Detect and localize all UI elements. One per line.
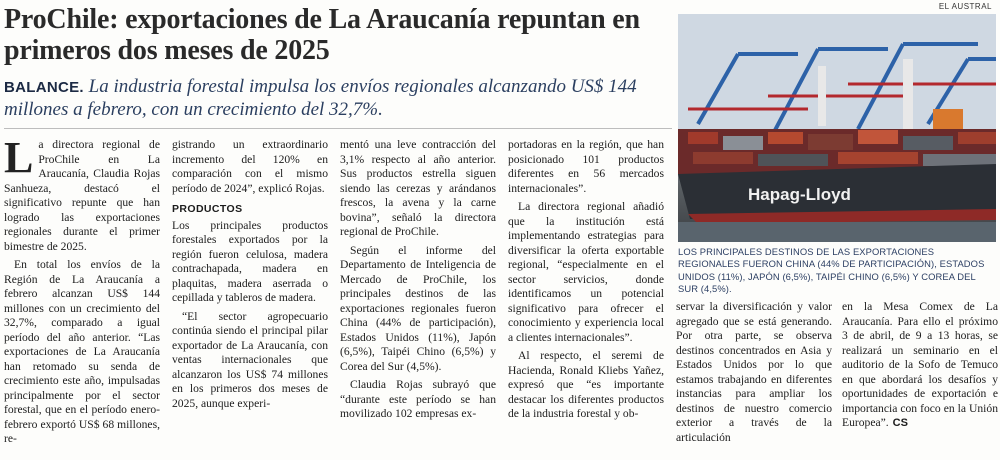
deck	[4, 76, 672, 121]
article-column-1	[4, 138, 160, 456]
port-photo	[678, 14, 996, 242]
article-column-6	[842, 300, 998, 456]
subhead-productos: PRODUCTOS	[172, 203, 243, 215]
photo-caption: LOS PRINCIPALES DESTINOS DE LAS EXPORTACIONES REGIONALES FUERON CHINA (44% DE PARTICIPACIÓN), ESTADOS UNIDOS (11%), JAPÓN (6,5%), TAIPÉI CHINO (6,5%) Y COREA DEL SUR (4,5%).	[678, 246, 985, 295]
lead-text: a directora regional de ProChile en La Araucanía, Claudia Rojas Sanhueza, destacó el significativo repunte que han logrado las exportaciones regionales durante el primer bimestre de 2025.	[4, 138, 160, 253]
dropcap: L	[4, 138, 34, 182]
article-paragraph	[842, 300, 998, 431]
article-column-5	[676, 300, 832, 456]
ship-name-text: Hapag-Lloyd	[748, 185, 851, 204]
deck-text: La industria forestal impulsa los envíos regionales alcanzando US$ 144 millones a febrero, con un crecimiento del 32,7%.	[4, 76, 637, 120]
container-ship-illustration	[678, 14, 996, 242]
article-paragraph: Al respecto, el seremi de Hacienda, Ronald Kliebs Yañez, expresó que “es importante destacar los diferentes productos de la industria forestal y ob-	[508, 349, 664, 420]
deck-kicker: BALANCE.	[4, 79, 84, 96]
closing-text: en la Mesa Comex de La Araucanía. Para ello el próximo 3 de abril, de 9 a 13 horas, se realizará un seminario en el auditorio de la Sofo de Temuco en que abordará los desafíos y oportunidades de exportación e importancia con foco en la Unión Europea”.	[842, 300, 998, 429]
article-paragraph: En total los envíos de la Región de La Araucanía a febrero alcanzan US$ 144 millones con un crecimiento del 32,7%, comparado a igual período del año anterior. “Las exportaciones de La Araucanía han retomado su senda de crecimiento este año, impulsadas principalmente por el sector forestal, que en el período enero-febrero exportó US$ 68 millones, re-	[4, 258, 160, 445]
divider-rule	[4, 128, 672, 129]
article-paragraph: servar la diversificación y valor agregado que se está generando. Por otra parte, se observa destinos concentrados en Asia y Estados Unidos por lo que estamos trabajando en diferentes instancias para ampliar los destinos de nuestro comercio exterior a través de la articulación	[676, 300, 832, 444]
headline: ProChile: exportaciones de La Araucanía repuntan en primeros dos meses de 2025	[4, 4, 640, 66]
article-column-2	[172, 138, 328, 456]
author-endmark: CS	[892, 417, 908, 429]
article-paragraph: La directora regional añadió que la institución está implementando estrategias para diversificar la oferta exportable regional, “especialmente en el sector servicios, donde identificamos un potencial significativo para ofrecer el conocimiento y experiencia local a clientes internacionales”.	[508, 200, 664, 344]
source-label: EL AUSTRAL	[938, 2, 992, 11]
article-column-3	[340, 138, 496, 456]
article-paragraph: mentó una leve contracción del 3,1% respecto al año anterior. Sus productos estrella siguen siendo las cerezas y arándanos frescos, la avena y la carne bovina”, señaló la directora regional de ProChile.	[340, 138, 496, 238]
article-paragraph: Los principales productos forestales exportados por la región fueron celulosa, madera contrachapada, madera en plaquitas, madera aserrada o cepillada y tableros de madera.	[172, 218, 328, 304]
article-paragraph: portadoras en la región, que han posicionado 101 productos diferentes en 56 mercados internacionales”.	[508, 138, 664, 195]
article-paragraph: Según el informe del Departamento de Inteligencia de Mercado de ProChile, los principales destinos de las exportaciones regionales fueron China (44% de participación), Estados Unidos (11%), Japón (6,5%), Taipéi Chino (6,5%) y Corea del Sur (4,5%).	[340, 243, 496, 373]
article-paragraph: “El sector agropecuario continúa siendo el principal pilar exportador de La Araucanía, con ventas internacionales que alcanzaron los US$ 74 millones en los primeros dos meses de 2025, aunque experi-	[172, 309, 328, 410]
article-paragraph: gistrando un extraordinario incremento del 120% en comparación con el mismo período de 2024”, explicó Rojas.	[172, 138, 328, 195]
article-paragraph	[4, 138, 160, 254]
article-paragraph: Claudia Rojas subrayó que “durante este período se han movilizado 102 empresas ex-	[340, 378, 496, 420]
article-column-4	[508, 138, 664, 456]
